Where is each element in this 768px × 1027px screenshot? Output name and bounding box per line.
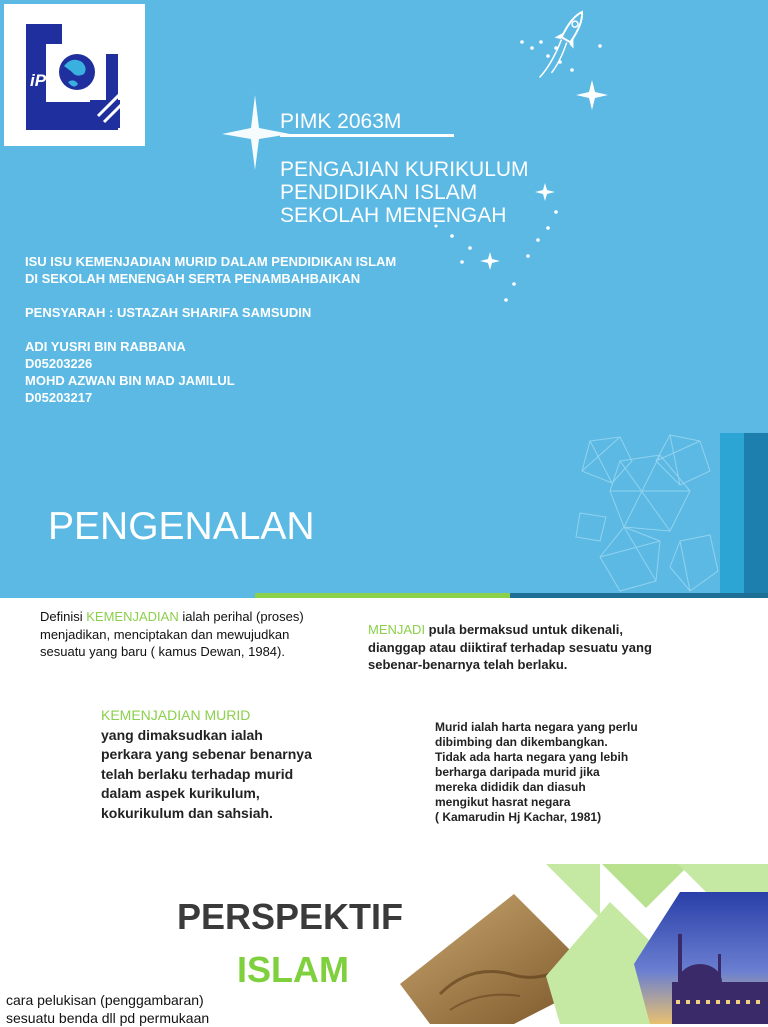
- quote-line: berharga daripada murid jika: [435, 765, 600, 779]
- perspektif-text: [6, 991, 209, 1027]
- student-name: ADI YUSRI BIN RABBANA: [25, 339, 186, 354]
- quote-line: Tidak ada harta negara yang lebih: [435, 750, 629, 764]
- quote-line: dibimbing dan dikembangkan.: [435, 735, 608, 749]
- polygon-decoration: [560, 431, 730, 598]
- definition-text: ialah perihal (proses) menjadikan, menciptakan dan mewujudkan sesuatu yang baru ( kamus Dewan, 1984).: [40, 609, 304, 659]
- course-name-line: PENDIDIKAN ISLAM: [280, 181, 478, 204]
- accent-bar-dark: [744, 433, 768, 598]
- course-code: PIMK 2063M: [280, 110, 402, 133]
- course-name: [280, 158, 580, 227]
- keyword-kemenjadian: KEMENJADIAN: [86, 609, 179, 624]
- lecturer: PENSYARAH : USTAZAH SHARIFA SAMSUDIN: [25, 305, 312, 320]
- quote-line: mengikut hasrat negara: [435, 795, 571, 809]
- logo-text: iPG: [30, 71, 60, 90]
- course-name-line: PENGAJIAN KURIKULUM: [280, 158, 529, 181]
- menjadi-paragraph: [368, 621, 668, 674]
- perspektif-text-line: sesuatu benda dll pd permukaan: [6, 1010, 210, 1026]
- accent-bar: [720, 433, 744, 598]
- topic: [25, 253, 396, 287]
- keyword-menjadi: MENJADI: [368, 622, 426, 637]
- kemenjadian-murid-paragraph: [101, 706, 316, 823]
- diamond-image-collage: [360, 864, 768, 1024]
- perspektif-text-line: cara pelukisan (penggambaran): [6, 992, 204, 1008]
- student-id: D05203226: [25, 356, 93, 371]
- pengenalan-slide: [0, 431, 768, 598]
- islam-title: ISLAM: [237, 949, 349, 990]
- student-name: MOHD AZWAN BIN MAD JAMILUL: [25, 373, 235, 388]
- quote-line: Murid ialah harta negara yang perlu: [435, 720, 638, 734]
- perspektif-title: PERSPEKTIF: [177, 896, 404, 937]
- course-name-line: SEKOLAH MENENGAH: [280, 204, 507, 227]
- topic-line: ISU ISU KEMENJADIAN MURID DALAM PENDIDIKAN ISLAM: [25, 254, 397, 269]
- quote-citation: ( Kamarudin Hj Kachar, 1981): [435, 810, 602, 824]
- kemenjadian-murid-text: yang dimaksudkan ialah perkara yang sebenar benarnya telah berlaku terhadap murid dalam aspek kurikulum, kokurikulum dan sahsiah.: [101, 726, 312, 821]
- color-separator: [0, 593, 768, 598]
- topic-line: DI SEKOLAH MENENGAH SERTA PENAMBAHBAIKAN: [25, 271, 361, 286]
- section-title: PENGENALAN: [48, 505, 315, 548]
- quote-line: mereka dididik dan diasuh: [435, 780, 586, 794]
- definition-paragraph: [40, 608, 330, 661]
- keyword-kemenjadian-murid: KEMENJADIAN MURID: [101, 707, 251, 723]
- student-list: [25, 338, 235, 406]
- quote-block: [435, 720, 638, 825]
- student-id: D05203217: [25, 390, 93, 405]
- title-slide: [0, 0, 768, 431]
- definition-prefix: Definisi: [40, 609, 87, 624]
- title-underline: [280, 134, 454, 137]
- menjadi-text: pula bermaksud untuk dikenali, dianggap atau diiktiraf terhadap sesuatu yang sebenar-benarnya telah berlaku.: [368, 622, 652, 672]
